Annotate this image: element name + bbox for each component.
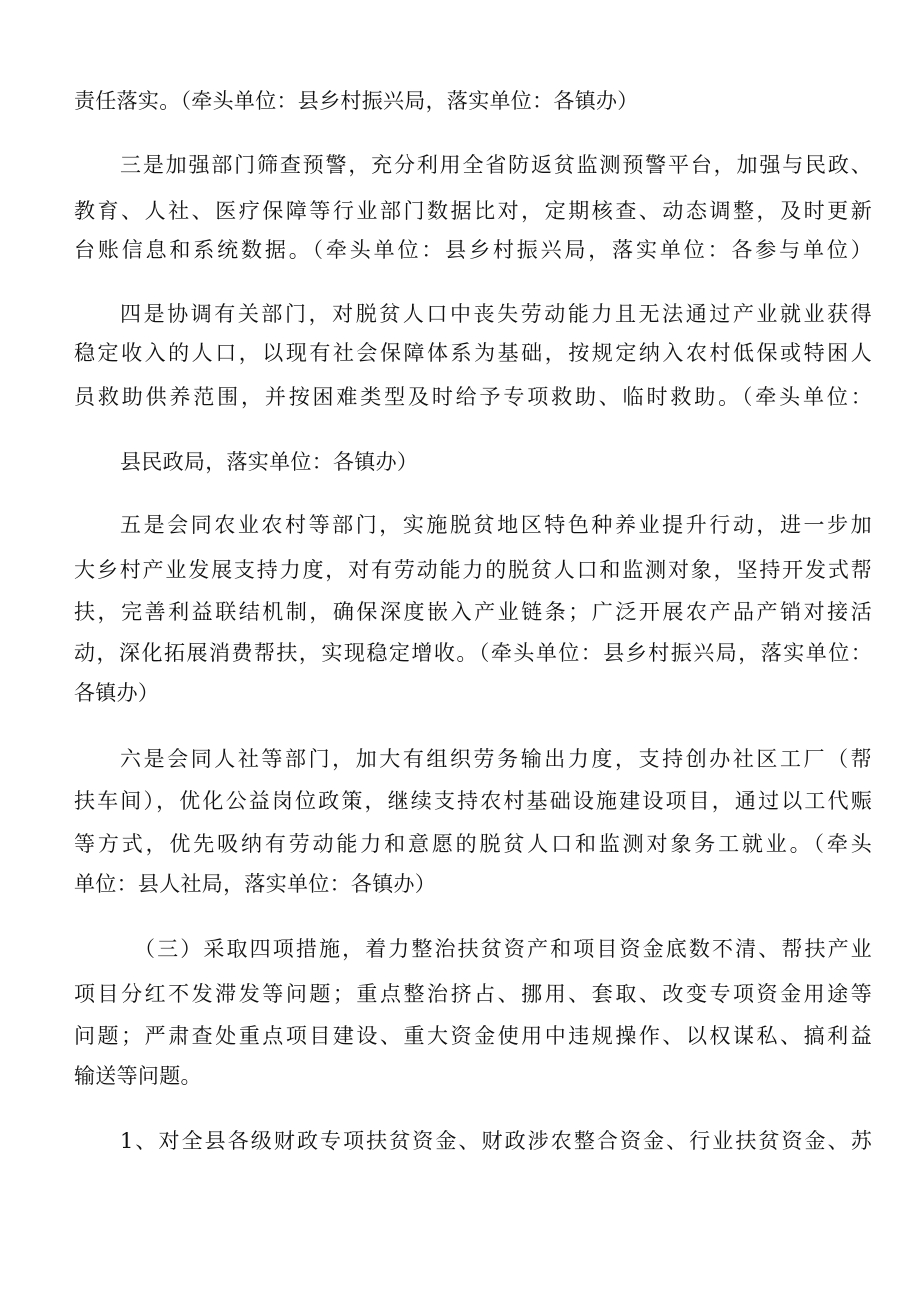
- paragraph-line: 五是会同农业农村等部门，实施脱贫地区特色种养业提升行动，进一步加: [120, 513, 872, 537]
- paragraph-line: 员救助供养范围，并按困难类型及时给予专项救助、临时救助。（牵头单位：: [74, 385, 872, 409]
- paragraph-line: 问题；严肃查处重点项目建设、重大资金使用中违规操作、以权谋私、搞利益: [74, 1024, 872, 1048]
- paragraph-line: 四是协调有关部门，对脱贫人口中丧失劳动能力且无法通过产业就业获得: [120, 302, 872, 326]
- paragraph-line: 六是会同人社等部门，加大有组织劳务输出力度，支持创办社区工厂（帮: [120, 747, 872, 771]
- paragraph-line: 项目分红不发滞发等问题；重点整治挤占、挪用、套取、改变专项资金用途等: [74, 982, 872, 1006]
- paragraph-line: 台账信息和系统数据。（牵头单位：县乡村振兴局，落实单位：各参与单位）: [74, 238, 872, 262]
- paragraph-line: 责任落实。（牵头单位：县乡村振兴局，落实单位：各镇办）: [74, 89, 639, 113]
- paragraph-line: 各镇办）: [74, 681, 160, 705]
- paragraph-line: 动，深化拓展消费帮扶，实现稳定增收。（牵头单位：县乡村振兴局，落实单位：: [74, 641, 872, 665]
- paragraph-line: 三是加强部门筛查预警，充分利用全省防返贫监测预警平台，加强与民政、: [120, 153, 872, 177]
- paragraph-line: 扶，完善利益联结机制，确保深度嵌入产业链条；广泛开展农产品产销对接活: [74, 600, 872, 624]
- paragraph-line: 稳定收入的人口，以现有社会保障体系为基础，按规定纳入农村低保或特困人: [74, 341, 872, 365]
- paragraph-line: 等方式，优先吸纳有劳动能力和意愿的脱贫人口和监测对象务工就业。（牵头: [74, 832, 872, 856]
- paragraph-line: 输送等问题。: [74, 1064, 202, 1088]
- numbered-item-line: 1、对全县各级财政专项扶贫资金、财政涉农整合资金、行业扶贫资金、苏: [120, 1129, 872, 1153]
- paragraph-line: 单位：县人社局，落实单位：各镇办）: [74, 872, 437, 896]
- paragraph-line: 教育、人社、医疗保障等行业部门数据比对，定期核查、动态调整，及时更新: [74, 199, 872, 223]
- paragraph-line: 大乡村产业发展支持力度，对有劳动能力的脱贫人口和监测对象，坚持开发式帮: [74, 558, 872, 582]
- section-heading-line: （三）采取四项措施，着力整治扶贫资产和项目资金底数不清、帮扶产业: [134, 937, 872, 961]
- paragraph-line: 扶车间），优化公益岗位政策，继续支持农村基础设施建设项目，通过以工代赈: [74, 789, 872, 813]
- paragraph-line: 县民政局，落实单位：各镇办）: [120, 450, 419, 474]
